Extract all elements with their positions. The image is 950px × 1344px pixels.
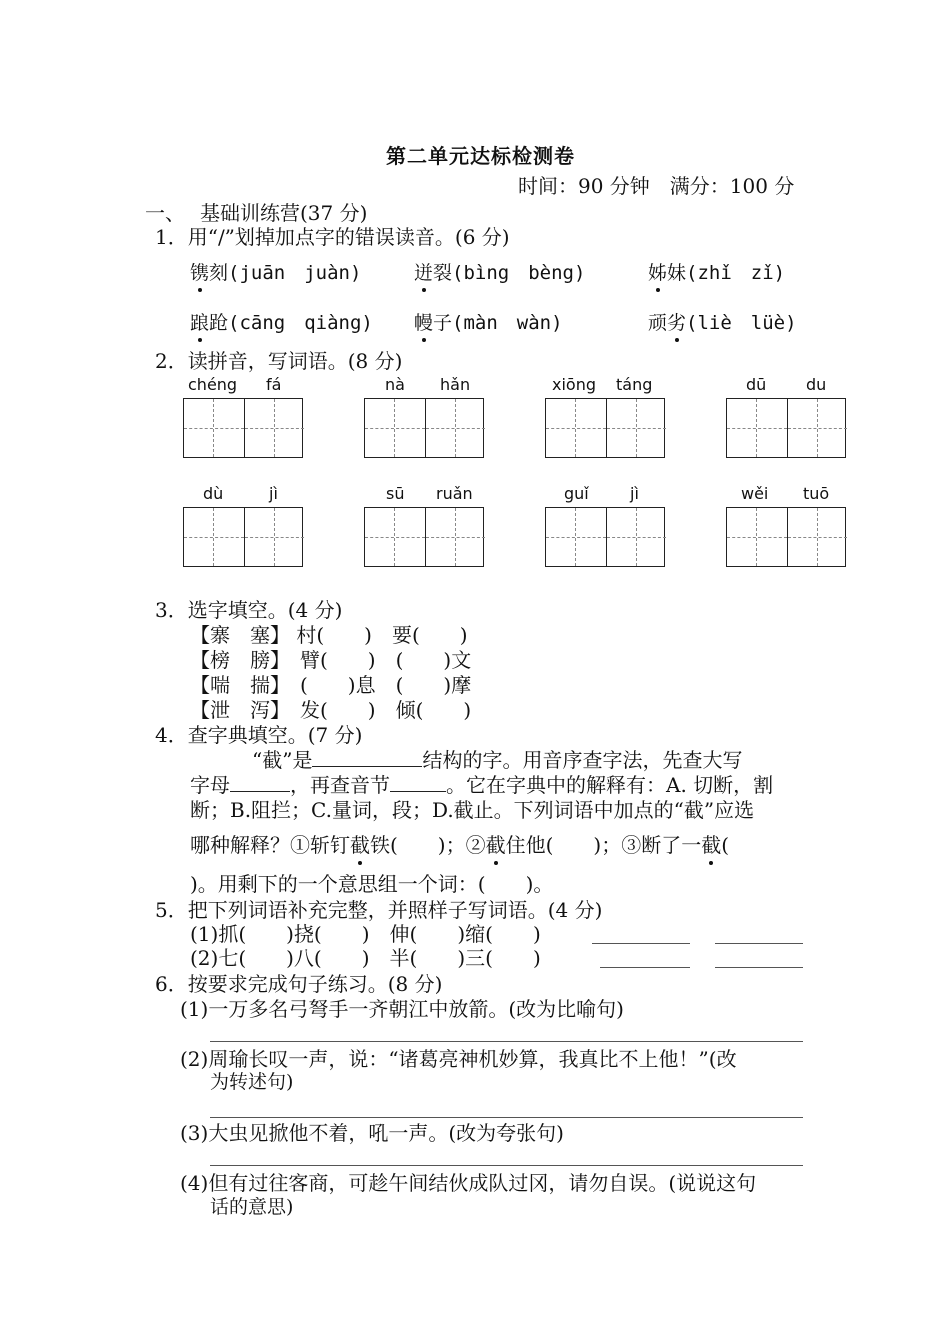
q6-title: 6．按要求完成句子练习。(8 分) [155,972,443,996]
q1-item: 迸裂(bìng bèng) [414,258,585,285]
writing-grid[interactable] [364,398,484,458]
q4-line: “截”是 结构的字。用音序查字法，先查大写 [252,748,743,772]
writing-grid[interactable] [726,398,846,458]
dotted-char: 镌 [190,258,209,285]
q4-line: 断；B.阻拦；C.量词，段；D.截止。下列词语中加点的“截”应选 [190,798,755,822]
q3-row: 【喘 揣】 ( )息 ( )摩 [190,673,472,697]
pinyin: dù [203,484,224,503]
q1-title: 1．用“/”划掉加点字的错误读音。(6 分) [155,225,510,249]
q2-title: 2．读拼音，写词语。(8 分) [155,349,403,373]
answer-line[interactable] [715,943,803,944]
page-title: 第二单元达标检测卷 [386,144,575,168]
answer-blank[interactable] [390,791,446,792]
answer-line[interactable] [210,1117,803,1118]
writing-grid[interactable] [545,398,665,458]
dotted-char: 姊 [648,258,667,285]
q3-row: 【寨 塞】 村( ) 要( ) [190,623,468,647]
pinyin: jì [269,484,278,503]
pinyin: xiōng [552,375,596,394]
answer-blank[interactable] [312,766,422,767]
pinyin: du [806,375,827,394]
pinyin: jì [630,484,639,503]
q1-item: 顽劣(liè lüè) [648,308,797,335]
pinyin: dū [746,375,767,394]
pinyin: wěi [741,484,769,503]
writing-grid[interactable] [183,398,303,458]
writing-grid[interactable] [545,507,665,567]
pinyin: tuō [803,484,830,503]
dotted-char: 踉 [190,308,209,335]
pinyin: chéng [188,375,238,394]
q3-title: 3．选字填空。(4 分) [155,598,343,622]
writing-grid[interactable] [364,507,484,567]
pinyin: sū [386,484,405,503]
q4-line: )。用剩下的一个意思组一个词：( )。 [190,872,554,896]
pinyin: guǐ [564,484,589,503]
pinyin: táng [616,375,653,394]
dotted-char: 劣 [667,308,686,335]
q6-sentence: (1)一万多名弓弩手一齐朝江中放箭。(改为比喻句) [180,997,624,1021]
q6-sentence: (3)大虫见掀他不着，吼一声。(改为夸张句) [180,1121,564,1145]
answer-line[interactable] [715,967,803,968]
pinyin: fá [266,375,282,394]
q3-row: 【榜 膀】 臂( ) ( )文 [190,648,472,672]
dotted-char: 迸 [414,258,433,285]
dotted-char: 幔 [414,308,433,335]
q4-line: 字母 ，再查音节 。它在字典中的解释有：A. 切断，割 [190,773,774,797]
writing-grid[interactable] [183,507,303,567]
exam-meta: 时间：90 分钟 满分：100 分 [518,174,795,198]
answer-line[interactable] [210,1041,803,1042]
q4-title: 4．查字典填空。(7 分) [155,723,363,747]
pinyin: hǎn [440,375,471,394]
q6-sentence: (4)但有过往客商，可趁午间结伙成队过冈，请勿自误。(说说这句 [180,1171,757,1195]
dotted-char: 截 [701,833,722,857]
answer-blank[interactable] [230,791,290,792]
section-title: 基础训练营(37 分) [200,201,368,225]
q6-sentence: 话的意思) [210,1196,294,1218]
q5-row: (1)抓( )挠( ) 伸( )缩( ) [190,922,541,946]
q1-item: 幔子(màn wàn) [414,308,563,335]
writing-grid[interactable] [726,507,846,567]
q1-item: 姊妹(zhǐ zǐ) [648,258,785,285]
q5-title: 5．把下列词语补充完整，并照样子写词语。(4 分) [155,898,603,922]
answer-line[interactable] [600,967,690,968]
pinyin: ruǎn [436,484,473,503]
answer-line[interactable] [592,943,690,944]
dotted-char: 截 [485,833,506,857]
q4-line: 哪种解释？①斩钉截铁( )；②截住他( )；③断了一截( [190,833,730,857]
answer-line[interactable] [210,1165,803,1166]
pinyin: nà [385,375,405,394]
q5-row: (2)七( )八( ) 半( )三( ) [190,946,541,970]
q1-item: 踉跄(cāng qiàng) [190,308,373,335]
section-number: 一、 [145,201,185,225]
q6-sentence: (2)周瑜长叹一声，说：“诸葛亮神机妙算，我真比不上他！”(改 [180,1047,737,1071]
dotted-char: 截 [350,833,370,857]
q3-row: 【泄 泻】 发( ) 倾( ) [190,698,472,722]
q1-item: 镌刻(juān juàn) [190,258,361,285]
q6-sentence: 为转述句) [210,1071,294,1093]
